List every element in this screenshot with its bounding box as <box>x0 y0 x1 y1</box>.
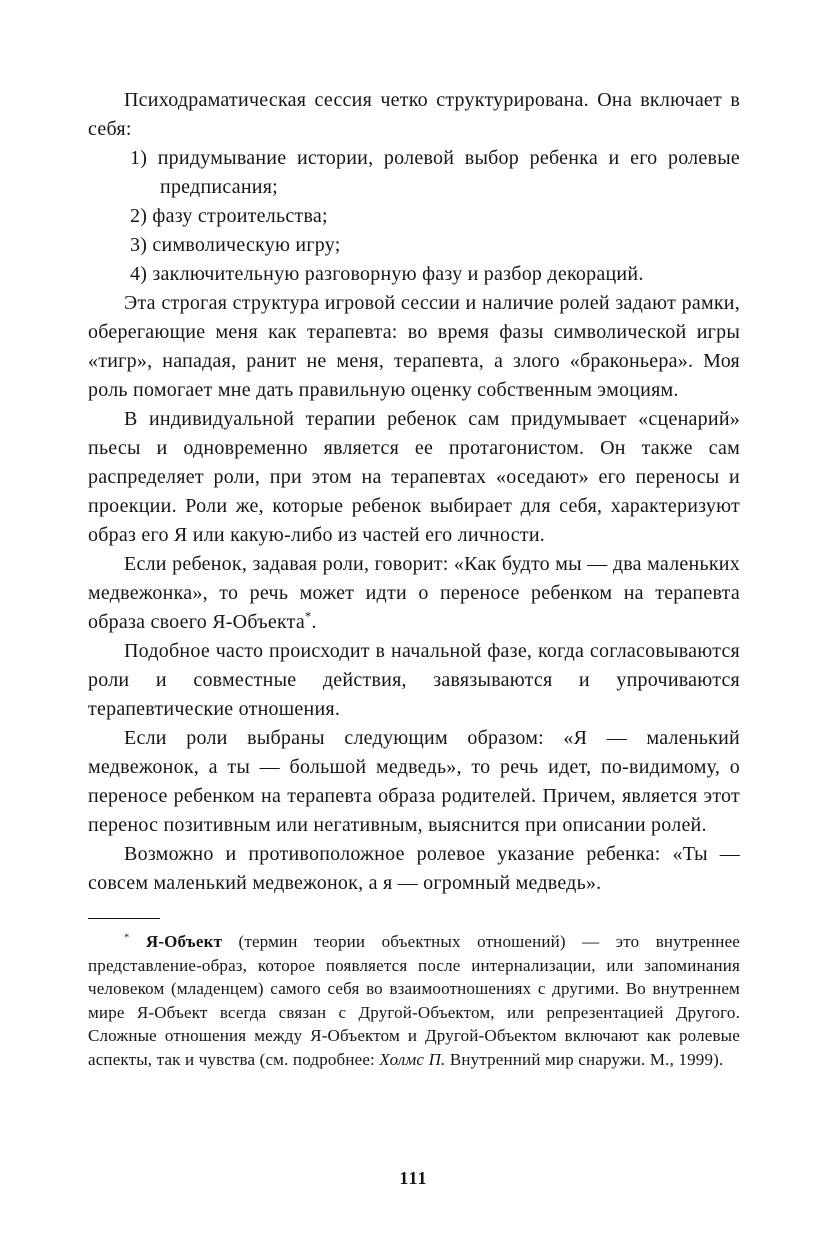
list-number-3: 3) <box>130 234 148 256</box>
footnote-section <box>88 918 740 1071</box>
footnote-body-2: Внутренний мир снаружи. М., 1999). <box>445 1049 724 1069</box>
list-number-2: 2) <box>130 205 148 227</box>
list-number-4: 4) <box>130 263 148 285</box>
page-number: 111 <box>399 1168 428 1188</box>
paragraph-opposite-roles: Возможно и противоположное ролевое указание ребенка: «Ты — совсем маленький медвежонок, а я — огромный медведь». <box>88 843 740 894</box>
list-item-3 <box>88 231 740 260</box>
paragraph-roles-text: Если ребенок, задавая роли, говорит: «Как будто мы — два маленьких медвежонка», то речь может идти о переносе ребенком на терапевта образа своего Я-Объекта <box>88 553 740 633</box>
list-text-1: придумывание истории, ролевой выбор ребенка и его ролевые предписания; <box>157 147 740 198</box>
list-text-4: заключительную разговорную фазу и разбор декораций. <box>152 263 644 285</box>
footnote-author: Холмс П. <box>379 1049 446 1069</box>
paragraph-early-phase: Подобное часто происходит в начальной фазе, когда согласовываются роли и совместные действия, завязываются и упрочиваются терапевтические отношения. <box>88 640 740 720</box>
list-item-2 <box>88 202 740 231</box>
list-text-3: символическую игру; <box>152 234 341 256</box>
list-text-2: фазу строительства; <box>152 205 328 227</box>
paragraph-intro: Психодраматическая сессия четко структурирована. Она включает в себя: <box>88 89 740 140</box>
footnote-text <box>88 930 740 1071</box>
list-item-4 <box>88 260 740 289</box>
main-text-block <box>88 86 740 898</box>
paragraph-structure: Эта строгая структура игровой сессии и наличие ролей задают рамки, оберегающие меня как терапевта: во время фазы символической игры «тигр», нападая, ранит не меня, терапевта, а злого «браконьера». Моя роль помогает мне дать правильную оценку собственным эмоциям. <box>88 292 740 401</box>
paragraph-roles-example <box>88 550 740 637</box>
list-item-1 <box>88 144 740 202</box>
list-number-1: 1) <box>130 147 148 169</box>
paragraph-roles-period: . <box>311 611 317 633</box>
numbered-list <box>88 144 740 289</box>
paragraph-parent-transfer: Если роли выбраны следующим образом: «Я — маленький медвежонок, а ты — большой медведь», то речь идет, по-видимому, о переносе ребенком на терапевта образа родителей. Причем, является этот перенос позитивным или негативным, выяснится при описании ролей. <box>88 727 740 836</box>
footnote-term: Я-Объект <box>145 932 223 951</box>
paragraph-individual-therapy: В индивидуальной терапии ребенок сам придумывает «сценарий» пьесы и одновременно является ее протагонистом. Он также сам распределяет роли, при этом на терапевтах «оседают» его переносы и проекции. Роли же, которые ребенок выбирает для себя, характеризуют образ его Я или какую-либо из частей его личности. <box>88 408 740 546</box>
footnote-body-1: (термин теории объектных отношений) — это внутреннее представление-образ, которое появляется после интернализации, или запоминания человеком (младенцем) самого себя во взаимоотношениях с другими. Во внутреннем мире Я-Объект всегда связан с Другой-Объектом, или репрезентацией Другого. Сложные отношения между Я-Объектом и Другой-Объектом включают как ролевые аспекты, так и чувства (см. подробнее: <box>88 932 741 1069</box>
footnote-separator-line <box>88 918 160 919</box>
footnote-marker: * <box>124 932 130 944</box>
footnote-reference-mark: * <box>305 609 312 624</box>
